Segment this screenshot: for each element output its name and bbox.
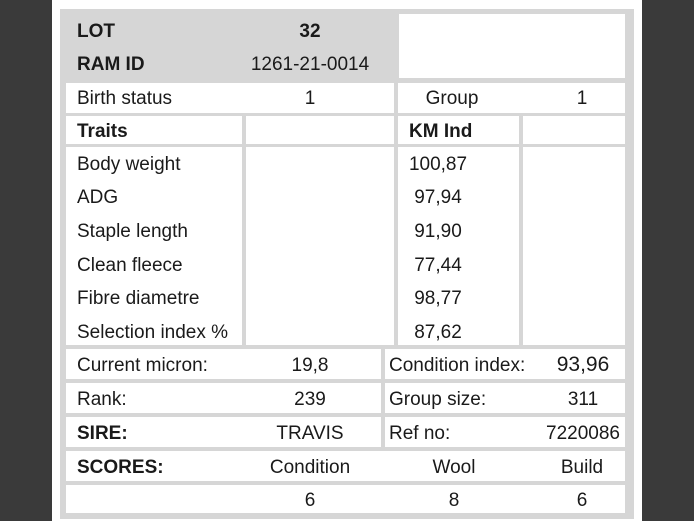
trait-value: 100,87 <box>408 154 468 175</box>
trait-name: ADG <box>77 187 119 208</box>
trait-name: Fibre diametre <box>77 288 200 309</box>
group-size-label: Group size: <box>389 389 487 410</box>
group-size-value: 311 <box>567 389 599 410</box>
trait-name: Body weight <box>77 154 181 175</box>
ref-no-value: 7220086 <box>546 423 620 444</box>
traits-blank-column <box>246 147 394 345</box>
ref-no-label: Ref no: <box>389 423 451 444</box>
ram-id-value: 1261-21-0014 <box>250 54 370 75</box>
score-value-wool: 8 <box>448 490 460 511</box>
birth-status-label: Birth status <box>77 88 173 109</box>
trait-value: 91,90 <box>414 221 462 242</box>
traits-header-blank <box>246 116 394 144</box>
trait-value: 97,94 <box>414 187 462 208</box>
condition-index-label: Condition index: <box>389 355 526 376</box>
scores-values-row <box>66 485 625 513</box>
traits-header-blank-2 <box>523 116 625 144</box>
sire-value: TRAVIS <box>276 423 344 444</box>
score-value-build: 6 <box>576 490 588 511</box>
current-micron-label: Current micron: <box>77 355 208 376</box>
traits-header-label: Traits <box>77 121 128 142</box>
condition-index-value: 93,96 <box>556 353 610 376</box>
trait-name: Clean fleece <box>77 255 183 276</box>
current-micron-value: 19,8 <box>291 355 329 376</box>
score-header-condition: Condition <box>269 457 351 478</box>
lot-card <box>60 9 634 519</box>
trait-name: Staple length <box>77 221 188 242</box>
group-value: 1 <box>576 88 588 109</box>
km-ind-header-label: KM Ind <box>409 121 473 142</box>
trait-value: 87,62 <box>414 322 462 343</box>
rank-value: 239 <box>294 389 326 410</box>
km-ind-column <box>398 147 519 345</box>
score-header-build: Build <box>560 457 604 478</box>
birth-status-value: 1 <box>304 88 316 109</box>
lot-label: LOT <box>77 21 115 42</box>
score-value-condition: 6 <box>304 490 316 511</box>
ram-id-label: RAM ID <box>77 54 145 75</box>
trait-value: 77,44 <box>414 255 462 276</box>
traits-name-column <box>66 147 242 345</box>
rank-label: Rank: <box>77 389 127 410</box>
scores-label: SCORES: <box>77 457 164 478</box>
group-label: Group <box>425 88 479 109</box>
document-page <box>52 0 642 521</box>
trait-name: Selection index % <box>77 322 229 343</box>
header-blank-box <box>399 14 625 78</box>
lot-value: 32 <box>299 21 321 42</box>
traits-blank-column-2 <box>523 147 625 345</box>
score-header-wool: Wool <box>432 457 476 478</box>
trait-value: 98,77 <box>414 288 462 309</box>
sire-label: SIRE: <box>77 423 128 444</box>
